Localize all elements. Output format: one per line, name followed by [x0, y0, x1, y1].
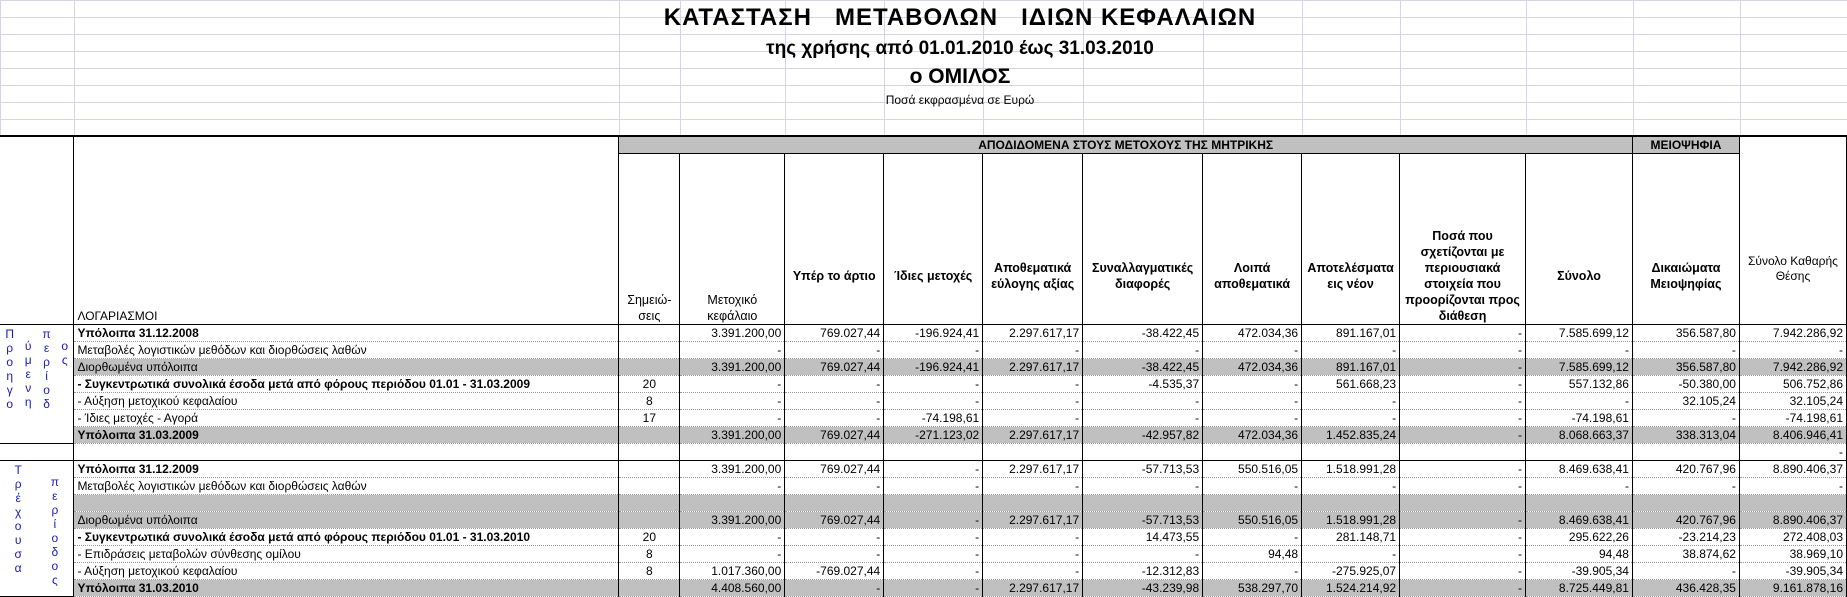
- amount-cell: 7.942.286,92: [1739, 359, 1846, 376]
- header-group-row: [0, 136, 1847, 154]
- amount-cell: -: [983, 478, 1083, 495]
- side-label-letter: ν: [25, 381, 32, 395]
- amount-cell: -: [1400, 325, 1526, 342]
- amount-cell: -: [1400, 410, 1526, 427]
- amount-cell: 538.297,70: [1203, 580, 1302, 597]
- header-group-parent: ΑΠΟΔΙΔΟΜΕΝΑ ΣΤΟΥΣ ΜΕΤΟΧΟΥΣ ΤΗΣ ΜΗΤΡΙΚΗΣ: [619, 136, 1633, 154]
- amount-cell: -: [680, 393, 785, 410]
- amount-cell: 7.585.699,12: [1526, 359, 1633, 376]
- amount-cell: 2.297.617,17: [983, 461, 1083, 478]
- amount-cell: -: [983, 529, 1083, 546]
- row-note: 8: [619, 563, 680, 580]
- side-label-letter: ί: [45, 369, 48, 383]
- amount-cell: -: [983, 342, 1083, 359]
- header-minority-rights: Δικαιώματα Μειοψηφίας: [1632, 154, 1739, 325]
- amount-cell: [983, 495, 1083, 512]
- amount-cell: -: [1302, 478, 1400, 495]
- amount-cell: -: [680, 410, 785, 427]
- amount-cell: 3.391.200,00: [680, 359, 785, 376]
- header-net-total: Σύνολο Καθαρής Θέσης: [1739, 136, 1846, 325]
- row-note: [619, 427, 680, 444]
- report-period: της χρήσης από 01.01.2010 έως 31.03.2010: [766, 38, 1154, 59]
- amount-cell: 561.668,23: [1302, 376, 1400, 393]
- table-row: [0, 478, 1847, 495]
- side-label-letter: ο: [51, 559, 59, 573]
- grid-line: [1526, 0, 1527, 140]
- amount-cell: -: [1526, 393, 1633, 410]
- table-row: [0, 359, 1847, 376]
- table-row: [0, 512, 1847, 529]
- header-accounts: ΛΟΓΑΡΙΑΣΜΟΙ: [74, 136, 619, 325]
- amount-cell: 891.167,01: [1302, 325, 1400, 342]
- amount-cell: -: [785, 410, 884, 427]
- amount-cell: [1302, 495, 1400, 512]
- amount-cell: 32.105,24: [1632, 393, 1739, 410]
- amount-cell: 38.969,10: [1739, 546, 1846, 563]
- table-row: [0, 342, 1847, 359]
- amount-cell: -38.422,45: [1083, 359, 1203, 376]
- side-label-letter: Τ: [14, 463, 22, 477]
- amount-cell: -: [1400, 512, 1526, 529]
- amount-cell: -39.905,34: [1739, 563, 1846, 580]
- amount-cell: 8.469.638,41: [1526, 461, 1633, 478]
- table-row: [0, 529, 1847, 546]
- amount-cell: -: [1083, 393, 1203, 410]
- header-other-reserves: Λοιπά αποθεματικά: [1203, 154, 1302, 325]
- amount-cell: -: [680, 376, 785, 393]
- amount-cell: -: [1203, 563, 1302, 580]
- amount-cell: 769.027,44: [785, 461, 884, 478]
- side-label-letter: ε: [25, 367, 31, 381]
- amount-cell: -: [1400, 427, 1526, 444]
- amount-cell: 472.034,36: [1203, 427, 1302, 444]
- amount-cell: -: [983, 546, 1083, 563]
- amount-cell: 3.391.200,00: [680, 512, 785, 529]
- table-row: [0, 410, 1847, 427]
- amount-cell: -: [884, 546, 983, 563]
- amount-cell: -: [1400, 461, 1526, 478]
- table-row: [0, 461, 1847, 478]
- header-held-for-sale: Ποσά που σχετίζονται με περιουσιακά στοιχεία που προορίζονται προς διάθεση: [1400, 154, 1526, 325]
- amount-cell: 769.027,44: [785, 427, 884, 444]
- amount-cell: 8.725.449,81: [1526, 580, 1633, 597]
- amount-cell: 272.408,03: [1739, 529, 1846, 546]
- side-label-letter: Π: [5, 327, 15, 341]
- amount-cell: 2.297.617,17: [983, 580, 1083, 597]
- row-label: - Συγκεντρωτικά συνολικά έσοδα μετά από φόρους περιόδου 01.01 - 31.03.2010: [74, 529, 619, 546]
- side-label-letter: δ: [43, 397, 50, 411]
- amount-cell: 420.767,96: [1632, 512, 1739, 529]
- amount-cell: 38.874,62: [1632, 546, 1739, 563]
- amount-cell: -: [1203, 376, 1302, 393]
- amount-cell: -74.198,61: [1739, 410, 1846, 427]
- side-label-letter: γ: [6, 383, 13, 397]
- amount-cell: 7.942.286,92: [1739, 325, 1846, 342]
- report-title: ΚΑΤΑΣΤΑΣΗ ΜΕΤΑΒΟΛΩΝ ΙΔΙΩΝ ΚΕΦΑΛΑΙΩΝ: [663, 4, 1257, 31]
- amount-cell: -: [1083, 478, 1203, 495]
- amount-cell: 94,48: [1203, 546, 1302, 563]
- amount-cell: -4.535,37: [1083, 376, 1203, 393]
- side-label-letter: ο: [61, 339, 69, 353]
- amount-cell: -: [785, 342, 884, 359]
- side-label-letter: έ: [15, 491, 21, 505]
- amount-cell: 1.518.991,28: [1302, 461, 1400, 478]
- amount-cell: -: [1526, 478, 1633, 495]
- amount-cell: -: [983, 563, 1083, 580]
- separator-row: [0, 444, 1847, 461]
- grid-line: [1400, 0, 1401, 140]
- amount-cell: -: [1400, 546, 1526, 563]
- table-row: [0, 580, 1847, 597]
- equity-changes-table: [0, 135, 1847, 597]
- side-label-letter: χ: [14, 505, 22, 519]
- amount-cell: -: [680, 546, 785, 563]
- amount-cell: 8.406.946,41: [1739, 427, 1846, 444]
- row-label: - Αύξηση μετοχικού κεφαλαίου: [74, 563, 619, 580]
- side-label-letter: η: [24, 395, 32, 409]
- row-note: 17: [619, 410, 680, 427]
- amount-cell: -: [884, 563, 983, 580]
- currency-note: Ποσά εκφρασμένα σε Ευρώ: [885, 93, 1035, 107]
- amount-cell: -: [1083, 410, 1203, 427]
- amount-cell: -: [1739, 478, 1846, 495]
- amount-cell: 891.167,01: [1302, 359, 1400, 376]
- side-label-letter: ς: [61, 353, 68, 367]
- amount-cell: -: [1400, 580, 1526, 597]
- amount-cell: [1526, 495, 1633, 512]
- amount-cell: -: [785, 376, 884, 393]
- side-label-letter: ο: [51, 531, 59, 545]
- table-row: [0, 325, 1847, 342]
- side-label-column: [51, 475, 59, 587]
- row-label: Υπόλοιπα 31.03.2010: [74, 580, 619, 597]
- amount-cell: -: [785, 580, 884, 597]
- amount-cell: -: [1632, 478, 1739, 495]
- amount-cell: -: [680, 529, 785, 546]
- amount-cell: -: [1632, 342, 1739, 359]
- amount-cell: -: [884, 478, 983, 495]
- amount-cell: 1.518.991,28: [1302, 512, 1400, 529]
- side-label-letter: π: [42, 327, 51, 341]
- amount-cell: -: [1400, 563, 1526, 580]
- amount-cell: 1.524.214,92: [1302, 580, 1400, 597]
- amount-cell: -: [1083, 342, 1203, 359]
- amount-cell: -38.422,45: [1083, 325, 1203, 342]
- header-fair-value: Αποθεματικά εύλογης αξίας: [983, 154, 1083, 325]
- row-label: Υπόλοιπα 31.03.2009: [74, 427, 619, 444]
- amount-cell: -: [884, 529, 983, 546]
- amount-cell: 769.027,44: [785, 325, 884, 342]
- row-label: Υπόλοιπα 31.12.2008: [74, 325, 619, 342]
- row-label: Υπόλοιπα 31.12.2009: [74, 461, 619, 478]
- previous-period-body: [0, 325, 1847, 444]
- amount-cell: -: [884, 580, 983, 597]
- amount-cell: -: [1203, 410, 1302, 427]
- amount-cell: -: [1400, 478, 1526, 495]
- amount-cell: [1400, 495, 1526, 512]
- amount-cell: [1632, 495, 1739, 512]
- amount-cell: 506.752,86: [1739, 376, 1846, 393]
- amount-cell: [785, 495, 884, 512]
- row-note: 8: [619, 546, 680, 563]
- side-label-letter: μ: [24, 353, 32, 367]
- amount-cell: -57.713,53: [1083, 512, 1203, 529]
- amount-cell: 557.132,86: [1526, 376, 1633, 393]
- row-label: Μεταβολές λογιστικών μεθόδων και διορθώσεις λαθών: [74, 478, 619, 495]
- amount-cell: -: [1302, 546, 1400, 563]
- amount-cell: -: [983, 376, 1083, 393]
- side-label-letter: α: [14, 561, 22, 575]
- side-label-letter: ε: [52, 489, 58, 503]
- amount-cell: -57.713,53: [1083, 461, 1203, 478]
- table-row: [0, 376, 1847, 393]
- amount-cell: -50.380,00: [1632, 376, 1739, 393]
- amount-cell: 472.034,36: [1203, 325, 1302, 342]
- side-label-letter: ρ: [51, 503, 59, 517]
- amount-cell: -: [884, 461, 983, 478]
- amount-cell: -: [1632, 410, 1739, 427]
- header-total: Σύνολο: [1526, 154, 1633, 325]
- period-side-label: [0, 461, 74, 597]
- amount-cell: -: [1400, 359, 1526, 376]
- row-label: - Επιδράσεις μεταβολών σύνθεσης ομίλου: [74, 546, 619, 563]
- amount-cell: -74.198,61: [1526, 410, 1633, 427]
- amount-cell: [1739, 495, 1846, 512]
- table-row: [0, 393, 1847, 410]
- amount-cell: -: [884, 376, 983, 393]
- amount-cell: 2.297.617,17: [983, 325, 1083, 342]
- side-label-letter: ί: [53, 517, 57, 531]
- row-note: [619, 495, 680, 512]
- amount-cell: -: [785, 546, 884, 563]
- amount-cell: 356.587,80: [1632, 325, 1739, 342]
- amount-cell: -74.198,61: [884, 410, 983, 427]
- row-label: Διορθωμένα υπόλοιπα: [74, 512, 619, 529]
- side-label-column: [42, 327, 50, 411]
- amount-cell: -: [1203, 393, 1302, 410]
- amount-cell: -: [1203, 342, 1302, 359]
- amount-cell: -: [680, 342, 785, 359]
- amount-cell: 550.516,05: [1203, 461, 1302, 478]
- amount-cell: 3.391.200,00: [680, 461, 785, 478]
- table-row: [0, 495, 1847, 512]
- row-label: - Ίδιες μετοχές - Αγορά: [74, 410, 619, 427]
- amount-cell: [884, 495, 983, 512]
- row-note: [619, 478, 680, 495]
- amount-cell: -: [1203, 529, 1302, 546]
- amount-cell: 3.391.200,00: [680, 325, 785, 342]
- amount-cell: -: [1632, 563, 1739, 580]
- amount-cell: -: [1739, 342, 1846, 359]
- side-label-column: [5, 327, 14, 411]
- amount-cell: 472.034,36: [1203, 359, 1302, 376]
- report-entity: ο ΟΜΙΛΟΣ: [909, 65, 1011, 88]
- grid-line: [1633, 0, 1634, 140]
- row-note: [619, 325, 680, 342]
- row-label: Μεταβολές λογιστικών μεθόδων και διορθώσεις λαθών: [74, 342, 619, 359]
- side-label-letter: ο: [14, 519, 22, 533]
- amount-cell: 7.585.699,12: [1526, 325, 1633, 342]
- amount-cell: -: [983, 393, 1083, 410]
- amount-cell: -: [1400, 376, 1526, 393]
- amount-cell: 8.890.406,37: [1739, 461, 1846, 478]
- header-retained: Αποτελέσματα εις νέον: [1302, 154, 1400, 325]
- row-label: Διορθωμένα υπόλοιπα: [74, 359, 619, 376]
- amount-cell: -: [1400, 342, 1526, 359]
- amount-cell: -: [680, 478, 785, 495]
- table-row: [0, 546, 1847, 563]
- amount-cell: 2.297.617,17: [983, 427, 1083, 444]
- header-share-premium: Υπέρ το άρτιο: [785, 154, 884, 325]
- header-notes: Σημειώ-σεις: [619, 154, 680, 325]
- amount-cell: -12.312,83: [1083, 563, 1203, 580]
- amount-cell: 281.148,71: [1302, 529, 1400, 546]
- side-label-letter: υ: [14, 533, 22, 547]
- amount-cell: -: [1526, 342, 1633, 359]
- side-label-letter: ο: [6, 397, 14, 411]
- amount-cell: [1203, 495, 1302, 512]
- side-label-letter: ο: [43, 383, 50, 397]
- amount-cell: 356.587,80: [1632, 359, 1739, 376]
- row-note: [619, 580, 680, 597]
- side-label-letter: ύ: [24, 339, 32, 353]
- amount-cell: 8.068.663,37: [1526, 427, 1633, 444]
- table-row: [0, 427, 1847, 444]
- side-label-letter: ς: [51, 573, 58, 587]
- amount-cell: 94,48: [1526, 546, 1633, 563]
- amount-cell: -: [1400, 393, 1526, 410]
- side-label-letter: ρ: [43, 355, 50, 369]
- amount-cell: -196.924,41: [884, 325, 983, 342]
- amount-cell: -: [1302, 393, 1400, 410]
- amount-cell: -769.027,44: [785, 563, 884, 580]
- amount-cell: -: [1302, 410, 1400, 427]
- amount-cell: [1083, 495, 1203, 512]
- amount-cell: -: [884, 393, 983, 410]
- row-note: [619, 461, 680, 478]
- grid-line: [1740, 0, 1741, 140]
- amount-cell: 436.428,35: [1632, 580, 1739, 597]
- amount-cell: 550.516,05: [1203, 512, 1302, 529]
- header-share-capital: Μετοχικό κεφάλαιο: [680, 154, 785, 325]
- amount-cell: [680, 495, 785, 512]
- separator-dash: -: [1739, 444, 1846, 461]
- side-label-letter: ε: [43, 341, 50, 355]
- amount-cell: -: [884, 512, 983, 529]
- row-note: 8: [619, 393, 680, 410]
- amount-cell: -: [1203, 478, 1302, 495]
- amount-cell: -42.957,82: [1083, 427, 1203, 444]
- amount-cell: -275.925,07: [1302, 563, 1400, 580]
- amount-cell: -: [1400, 529, 1526, 546]
- side-label-letter: η: [6, 369, 14, 383]
- amount-cell: 769.027,44: [785, 359, 884, 376]
- amount-cell: 8.890.406,37: [1739, 512, 1846, 529]
- header-fx: Συναλλαγματικές διαφορές: [1083, 154, 1203, 325]
- side-label-letter: σ: [14, 547, 22, 561]
- row-note: 20: [619, 376, 680, 393]
- amount-cell: -271.123,02: [884, 427, 983, 444]
- amount-cell: -39.905,34: [1526, 563, 1633, 580]
- amount-cell: -196.924,41: [884, 359, 983, 376]
- current-period-body: [0, 461, 1847, 597]
- side-label-column: [61, 339, 68, 367]
- row-note: 20: [619, 529, 680, 546]
- amount-cell: 32.105,24: [1739, 393, 1846, 410]
- amount-cell: 9.161.878,16: [1739, 580, 1846, 597]
- amount-cell: -: [785, 478, 884, 495]
- amount-cell: -43.239,98: [1083, 580, 1203, 597]
- table-row: [0, 563, 1847, 580]
- amount-cell: -: [1302, 342, 1400, 359]
- amount-cell: 3.391.200,00: [680, 427, 785, 444]
- amount-cell: 295.622,26: [1526, 529, 1633, 546]
- amount-cell: 769.027,44: [785, 512, 884, 529]
- period-side-label: [0, 325, 74, 444]
- corner-cell: [0, 136, 74, 325]
- amount-cell: -: [983, 410, 1083, 427]
- side-label-letter: δ: [51, 545, 59, 559]
- grid-line: [74, 0, 75, 140]
- amount-cell: 420.767,96: [1632, 461, 1739, 478]
- row-note: [619, 359, 680, 376]
- amount-cell: 2.297.617,17: [983, 512, 1083, 529]
- amount-cell: 2.297.617,17: [983, 359, 1083, 376]
- row-label: [74, 495, 619, 512]
- amount-cell: 4.408.560,00: [680, 580, 785, 597]
- amount-cell: -: [884, 342, 983, 359]
- side-label-column: [25, 339, 32, 409]
- row-note: [619, 342, 680, 359]
- header-group-minority: ΜΕΙΟΨΗΦΙΑ: [1632, 136, 1739, 154]
- header-treasury: Ίδιες μετοχές: [884, 154, 983, 325]
- amount-cell: -: [785, 393, 884, 410]
- side-label-letter: π: [50, 475, 59, 489]
- amount-cell: -: [785, 529, 884, 546]
- amount-cell: 8.469.638,41: [1526, 512, 1633, 529]
- row-label: - Αύξηση μετοχικού κεφαλαίου: [74, 393, 619, 410]
- side-label-letter: ο: [6, 355, 14, 369]
- amount-cell: 1.017.360,00: [680, 563, 785, 580]
- amount-cell: -23.214,23: [1632, 529, 1739, 546]
- row-label: - Συγκεντρωτικά συνολικά έσοδα μετά από φόρους περιόδου 01.01 - 31.03.2009: [74, 376, 619, 393]
- side-label-letter: ρ: [14, 477, 22, 491]
- amount-cell: 338.313,04: [1632, 427, 1739, 444]
- side-label-column: [14, 463, 21, 575]
- amount-cell: -: [1083, 546, 1203, 563]
- row-note: [619, 512, 680, 529]
- side-label-letter: ρ: [6, 341, 14, 355]
- amount-cell: 1.452.835,24: [1302, 427, 1400, 444]
- amount-cell: 14.473,55: [1083, 529, 1203, 546]
